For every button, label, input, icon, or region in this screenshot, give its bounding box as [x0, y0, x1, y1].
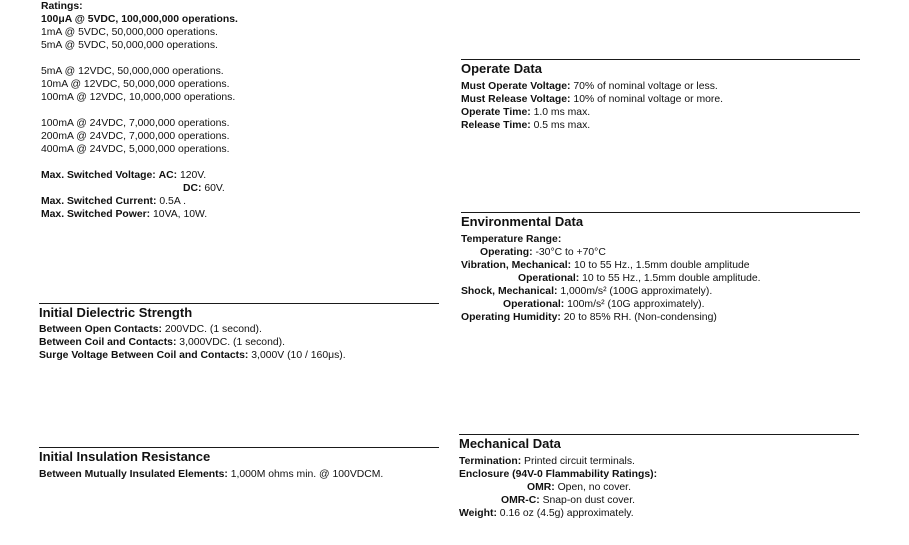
termination-row: Termination: Printed circuit terminals. — [459, 456, 635, 467]
rating-line: 200mA @ 24VDC, 7,000,000 operations. — [41, 131, 230, 142]
temperature-range-label: Temperature Range: — [461, 234, 562, 245]
operate-section — [461, 80, 723, 132]
ratings-heading: Ratings: — [41, 1, 83, 12]
temperature-operating: Operating: -30°C to +70°C — [480, 247, 606, 258]
enclosure-omr-c: OMR-C: Snap-on dust cover. — [501, 495, 635, 506]
max-switched-voltage-dc: DC: 60V. — [183, 183, 225, 194]
dielectric-section — [39, 323, 346, 362]
vibration-operational: Operational: 10 to 55 Hz., 1.5mm double amplitude. — [518, 273, 761, 284]
max-switched-current: Max. Switched Current: 0.5A . — [41, 196, 186, 207]
environmental-title: Environmental Data — [461, 212, 860, 229]
operate-row: Must Operate Voltage: 70% of nominal voltage or less. — [461, 81, 718, 92]
vibration-mechanical: Vibration, Mechanical: 10 to 55 Hz., 1.5mm double amplitude — [461, 260, 750, 271]
operate-row: Must Release Voltage: 10% of nominal voltage or more. — [461, 94, 724, 105]
rating-line: 5mA @ 5VDC, 50,000,000 operations. — [41, 40, 218, 51]
shock-operational: Operational: 100m/s² (10G approximately). — [503, 299, 705, 310]
rating-line: 400mA @ 24VDC, 5,000,000 operations. — [41, 144, 230, 155]
environmental-section — [461, 233, 761, 324]
weight-row: Weight: 0.16 oz (4.5g) approximately. — [459, 508, 634, 519]
enclosure-label: Enclosure (94V-0 Flammability Ratings): — [459, 469, 658, 480]
enclosure-omr: OMR: Open, no cover. — [527, 482, 631, 493]
rating-line: 100μA @ 5VDC, 100,000,000 operations. — [41, 14, 238, 25]
operate-row: Operate Time: 1.0 ms max. — [461, 107, 591, 118]
ratings-section — [41, 0, 238, 221]
rating-line: 10mA @ 12VDC, 50,000,000 operations. — [41, 79, 230, 90]
insulation-title: Initial Insulation Resistance — [39, 447, 439, 464]
dielectric-row: Between Coil and Contacts: 3,000VDC. (1 second). — [39, 337, 285, 348]
rating-line: 100mA @ 24VDC, 7,000,000 operations. — [41, 118, 230, 129]
max-switched-power: Max. Switched Power: 10VA, 10W. — [41, 209, 208, 220]
dielectric-row: Surge Voltage Between Coil and Contacts: 3,000V (10 / 160μs). — [39, 350, 346, 361]
rating-line: 100mA @ 12VDC, 10,000,000 operations. — [41, 92, 236, 103]
shock-mechanical: Shock, Mechanical: 1,000m/s² (100G approximately). — [461, 286, 713, 297]
insulation-section — [39, 468, 383, 481]
dielectric-title: Initial Dielectric Strength — [39, 303, 439, 320]
operating-humidity: Operating Humidity: 20 to 85% RH. (Non-condensing) — [461, 312, 717, 323]
dielectric-row: Between Open Contacts: 200VDC. (1 second). — [39, 324, 262, 335]
rating-line: 1mA @ 5VDC, 50,000,000 operations. — [41, 27, 218, 38]
mechanical-title: Mechanical Data — [459, 434, 859, 451]
mechanical-section — [459, 455, 657, 520]
insulation-row: Between Mutually Insulated Elements: 1,000M ohms min. @ 100VDCM. — [39, 469, 384, 480]
operate-row: Release Time: 0.5 ms max. — [461, 120, 591, 131]
rating-line: 5mA @ 12VDC, 50,000,000 operations. — [41, 66, 224, 77]
operate-title: Operate Data — [461, 59, 860, 76]
max-switched-voltage-ac: Max. Switched Voltage: AC: 120V. — [41, 170, 207, 181]
